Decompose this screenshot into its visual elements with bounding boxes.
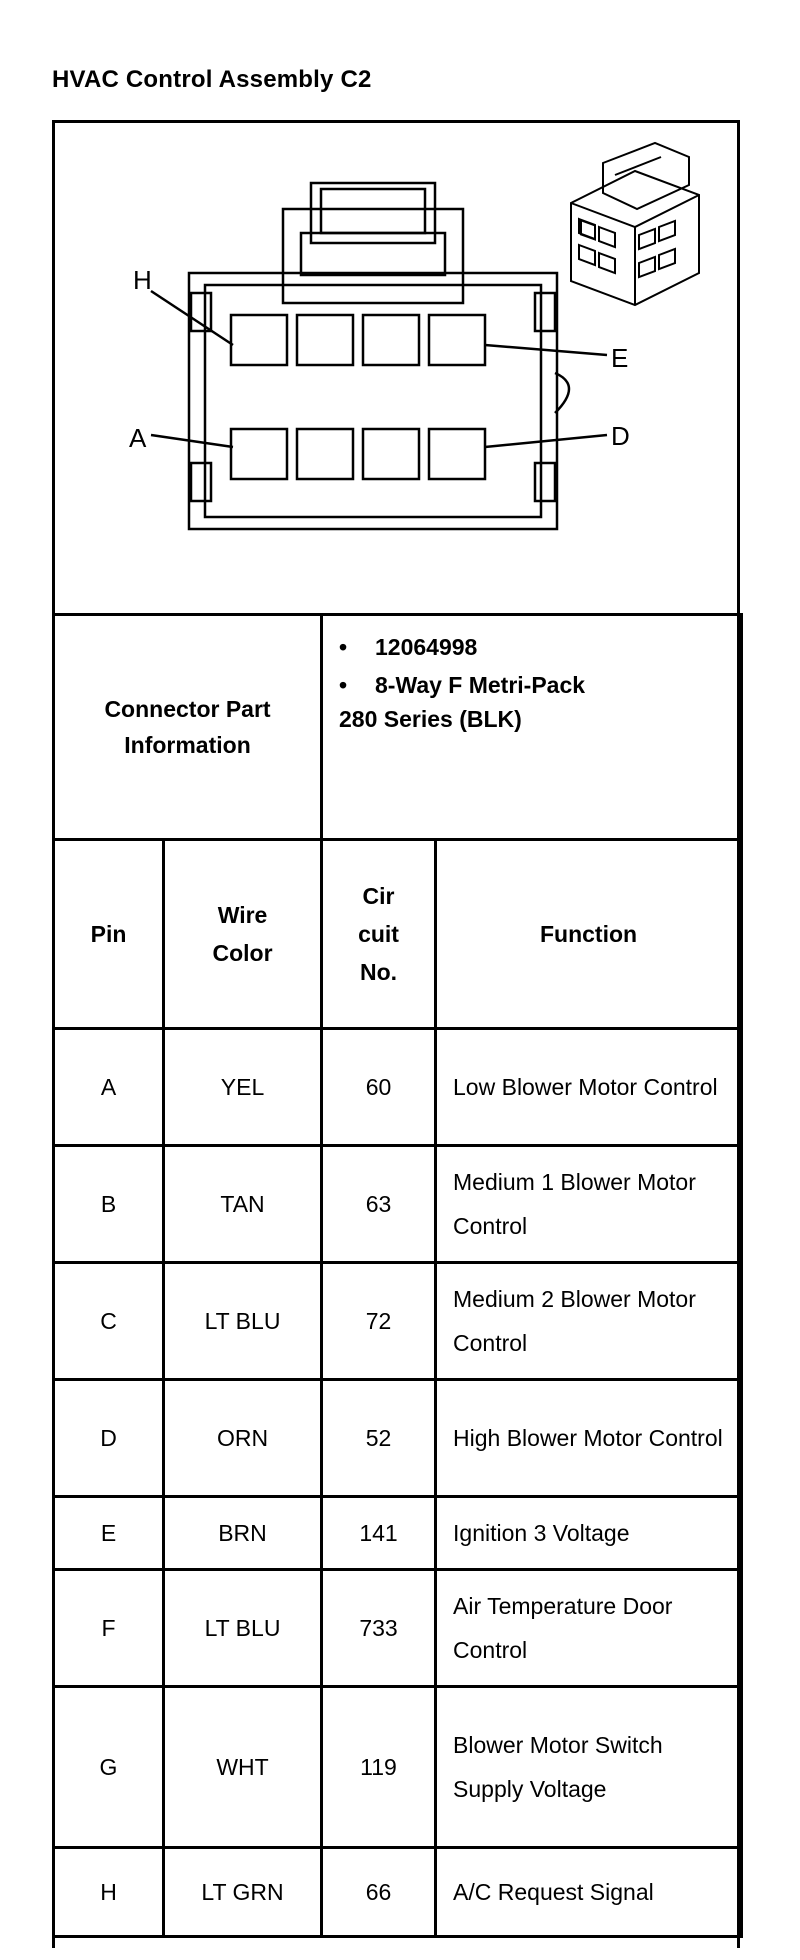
page-title: HVAC Control Assembly C2 — [52, 66, 372, 93]
connector-body — [189, 273, 557, 529]
connector-diagram — [52, 120, 740, 616]
header-pin: Pin — [54, 840, 164, 1029]
connector-info-row — [54, 615, 742, 840]
function-cell: Blower Motor Switch Supply Voltage — [436, 1687, 742, 1848]
wire-color-cell: WHT — [164, 1687, 322, 1848]
table-row — [54, 1380, 742, 1497]
circuit-cell: 72 — [322, 1263, 436, 1380]
function-cell: Medium 2 Blower Motor Control — [436, 1263, 742, 1380]
function-cell: Medium 1 Blower Motor Control — [436, 1146, 742, 1263]
table-row — [54, 1263, 742, 1380]
circuit-cell: 60 — [322, 1029, 436, 1146]
circuit-cell: 52 — [322, 1380, 436, 1497]
column-header-row — [54, 840, 742, 1029]
pin-cell: F — [54, 1570, 164, 1687]
function-cell: Ignition 3 Voltage — [436, 1497, 742, 1570]
wire-color-cell: TAN — [164, 1146, 322, 1263]
pin-cell: G — [54, 1687, 164, 1848]
wire-color-cell: YEL — [164, 1029, 322, 1146]
header-function: Function — [436, 840, 742, 1029]
pin-cell: H — [54, 1848, 164, 1937]
function-cell: Air Temperature Door Control — [436, 1570, 742, 1687]
pin-cell: B — [54, 1146, 164, 1263]
circuit-cell: 63 — [322, 1146, 436, 1263]
function-cell: Low Blower Motor Control — [436, 1029, 742, 1146]
cavity-e — [429, 315, 485, 365]
connector-description: 8-Way F Metri-Pack — [375, 672, 586, 698]
table-row — [54, 1146, 742, 1263]
pin-label-e: E — [611, 343, 629, 373]
pin-label-h: H — [133, 265, 152, 295]
pin-label-d: D — [611, 421, 630, 451]
pin-cell: C — [54, 1263, 164, 1380]
table-row — [54, 1848, 742, 1937]
table-row — [54, 1029, 742, 1146]
pin-label-a: A — [129, 423, 147, 453]
table-row — [54, 1687, 742, 1848]
circuit-cell: 119 — [322, 1687, 436, 1848]
connector-iso-view — [571, 143, 699, 305]
header-wire-color: Wire Color — [164, 840, 322, 1029]
wire-color-cell: LT BLU — [164, 1263, 322, 1380]
table-row — [54, 1497, 742, 1570]
connector-info-values: • 12064998 • 8-Way F Metri-Pack 280 Series (BLK) — [322, 615, 742, 840]
pin-cell: E — [54, 1497, 164, 1570]
connector-info-label: Connector Part Information — [54, 615, 322, 840]
pinout-table — [52, 613, 743, 1938]
wire-color-cell: LT GRN — [164, 1848, 322, 1937]
connector-series: 280 Series (BLK) — [339, 706, 522, 732]
pin-cell: D — [54, 1380, 164, 1497]
cavity-h — [231, 315, 287, 365]
table-row — [54, 1570, 742, 1687]
function-cell: A/C Request Signal — [436, 1848, 742, 1937]
wire-color-cell: LT BLU — [164, 1570, 322, 1687]
part-number: 12064998 — [375, 634, 478, 660]
pin-cell: A — [54, 1029, 164, 1146]
circuit-cell: 141 — [322, 1497, 436, 1570]
wire-color-cell: ORN — [164, 1380, 322, 1497]
wire-color-cell: BRN — [164, 1497, 322, 1570]
circuit-cell: 733 — [322, 1570, 436, 1687]
circuit-cell: 66 — [322, 1848, 436, 1937]
function-cell: High Blower Motor Control — [436, 1380, 742, 1497]
header-circuit-no: Cir cuit No. — [322, 840, 436, 1029]
cavity-d — [429, 429, 485, 479]
cavity-a — [231, 429, 287, 479]
connector-face-drawing — [55, 123, 737, 613]
